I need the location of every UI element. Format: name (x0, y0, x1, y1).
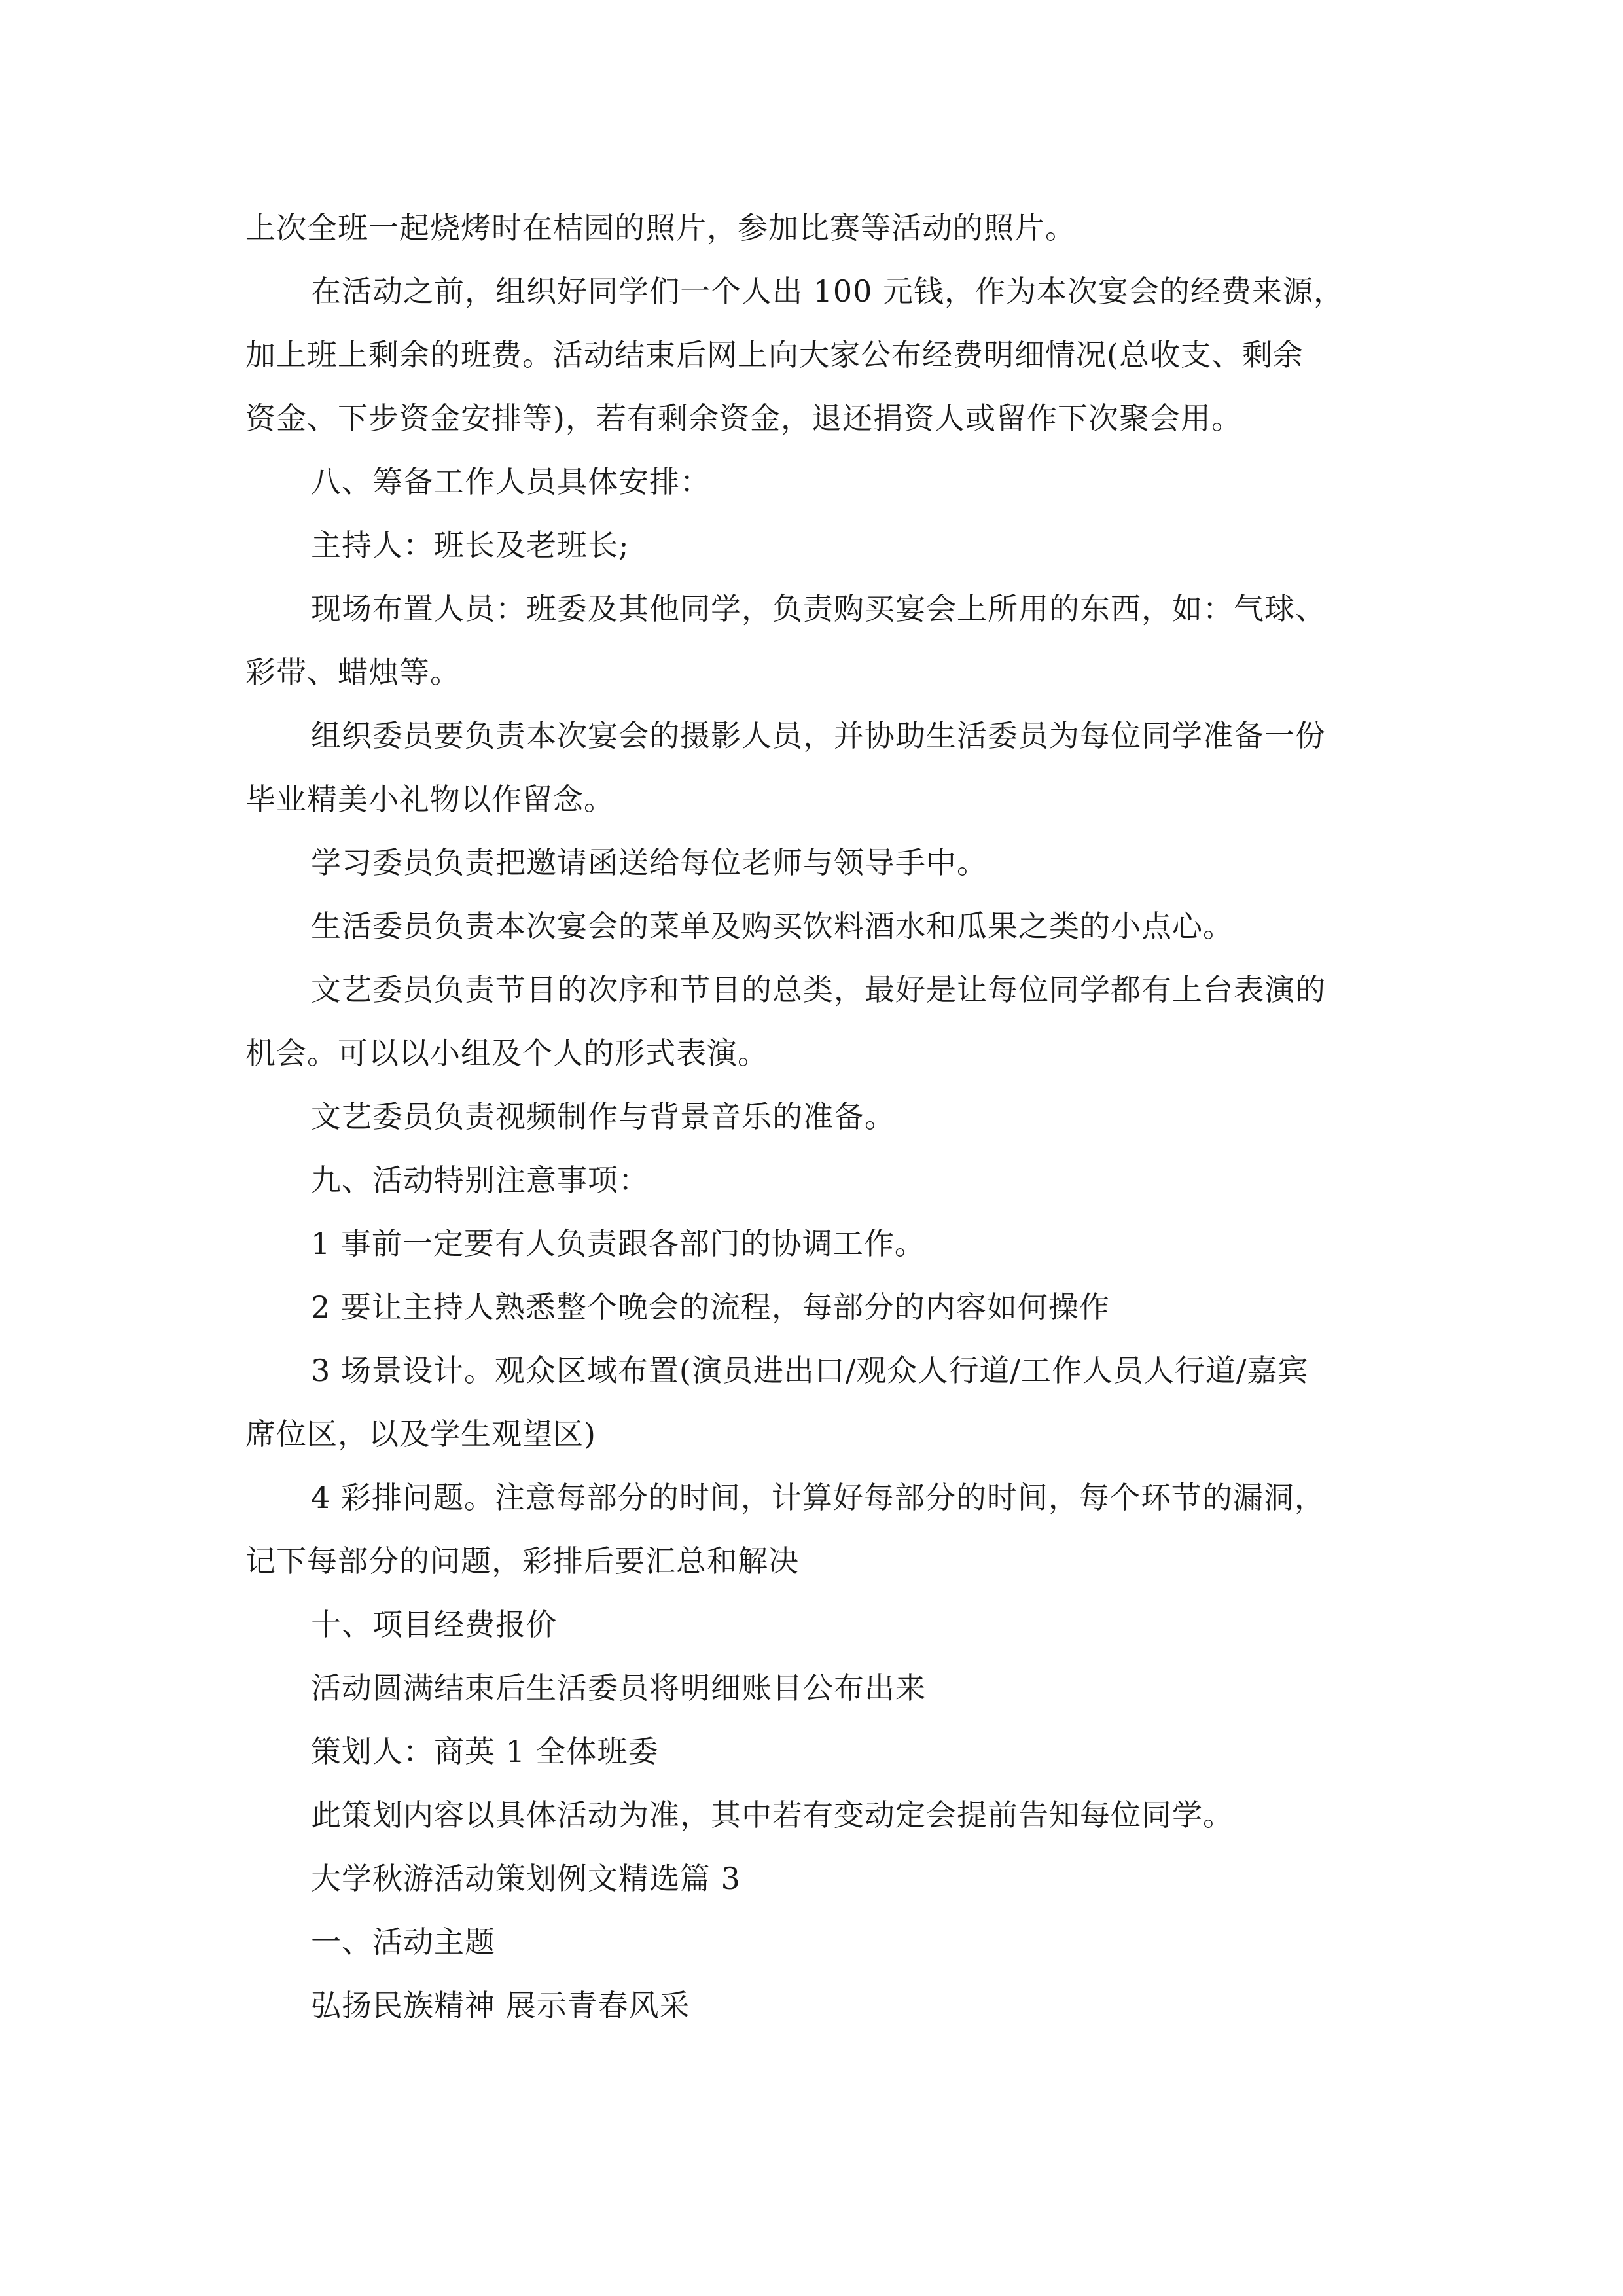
paragraph-photos (245, 196, 1397, 260)
text-line: 现场布置人员：班委及其他同学，负责购买宴会上所用的东西，如：气球、 (311, 591, 1326, 626)
list-item-3 (245, 1339, 1397, 1466)
text-line: 九、活动特别注意事项： (311, 1162, 649, 1198)
paragraph-accounts (245, 1657, 1397, 1720)
text-line: 在活动之前，组织好同学们一个人出 100 元钱，作为本次宴会的经费来源， (311, 274, 1345, 309)
text-line: 十、项目经费报价 (311, 1607, 557, 1642)
text-line: 4 彩排问题。注意每部分的时间，计算好每部分的时间，每个环节的漏洞， (311, 1480, 1325, 1515)
text-line: 机会。可以以小组及个人的形式表演。 (245, 1035, 768, 1071)
section-heading-budget (245, 1593, 1397, 1657)
text-line: 学习委员负责把邀请函送给每位老师与领导手中。 (311, 845, 988, 880)
text-line: 策划人：商英 1 全体班委 (311, 1734, 659, 1769)
text-line: 上次全班一起烧烤时在桔园的照片，参加比赛等活动的照片。 (245, 210, 1076, 245)
text-line: 大学秋游活动策划例文精选篇 3 (311, 1861, 741, 1896)
paragraph-arts-program (245, 958, 1397, 1085)
section-heading-theme (245, 1910, 1397, 1974)
paragraph-arts-video (245, 1085, 1397, 1149)
text-line: 组织委员要负责本次宴会的摄影人员，并协助生活委员为每位同学准备一份 (311, 718, 1326, 753)
text-line: 记下每部分的问题，彩排后要汇总和解决 (245, 1543, 799, 1579)
text-line: 2 要让主持人熟悉整个晚会的流程，每部分的内容如何操作 (311, 1289, 1110, 1325)
paragraph-organizer (245, 704, 1397, 831)
text-line: 文艺委员负责视频制作与背景音乐的准备。 (311, 1099, 895, 1134)
text-line: 八、筹备工作人员具体安排： (311, 464, 711, 499)
text-line: 加上班上剩余的班费。活动结束后网上向大家公布经费明细情况(总收支、剩余 (245, 337, 1304, 372)
section-heading-notes (245, 1149, 1397, 1212)
paragraph-venue-setup (245, 577, 1397, 704)
list-item-2 (245, 1276, 1397, 1339)
text-line: 席位区，以及学生观望区) (245, 1416, 596, 1452)
paragraph-theme (245, 1974, 1397, 2037)
paragraph-host (245, 514, 1397, 577)
section-heading-staff (245, 450, 1397, 514)
text-line: 主持人：班长及老班长; (311, 528, 630, 563)
text-line: 彩带、蜡烛等。 (245, 655, 461, 690)
text-line: 文艺委员负责节目的次序和节目的总类，最好是让每位同学都有上台表演的 (311, 972, 1326, 1007)
article-title (245, 1847, 1397, 1910)
paragraph-study-committee (245, 831, 1397, 895)
text-line: 一、活动主题 (311, 1924, 495, 1960)
list-item-1 (245, 1212, 1397, 1276)
document-body (245, 196, 1397, 2037)
paragraph-planner (245, 1720, 1397, 1784)
text-line: 此策划内容以具体活动为准，其中若有变动定会提前告知每位同学。 (311, 1797, 1234, 1833)
text-line: 活动圆满结束后生活委员将明细账目公布出来 (311, 1670, 926, 1706)
text-line: 资金、下步资金安排等)，若有剩余资金，退还捐资人或留作下次聚会用。 (245, 401, 1242, 436)
paragraph-life-committee (245, 895, 1397, 958)
text-line: 1 事前一定要有人负责跟各部门的协调工作。 (311, 1226, 925, 1261)
text-line: 弘扬民族精神 展示青春风采 (311, 1988, 690, 2023)
paragraph-funding (245, 260, 1397, 450)
text-line: 3 场景设计。观众区域布置(演员进出口/观众人行道/工作人员人行道/嘉宾 (311, 1353, 1309, 1388)
text-line: 毕业精美小礼物以作留念。 (245, 781, 615, 817)
text-line: 生活委员负责本次宴会的菜单及购买饮料酒水和瓜果之类的小点心。 (311, 908, 1234, 944)
list-item-4 (245, 1466, 1397, 1593)
paragraph-disclaimer (245, 1784, 1397, 1847)
